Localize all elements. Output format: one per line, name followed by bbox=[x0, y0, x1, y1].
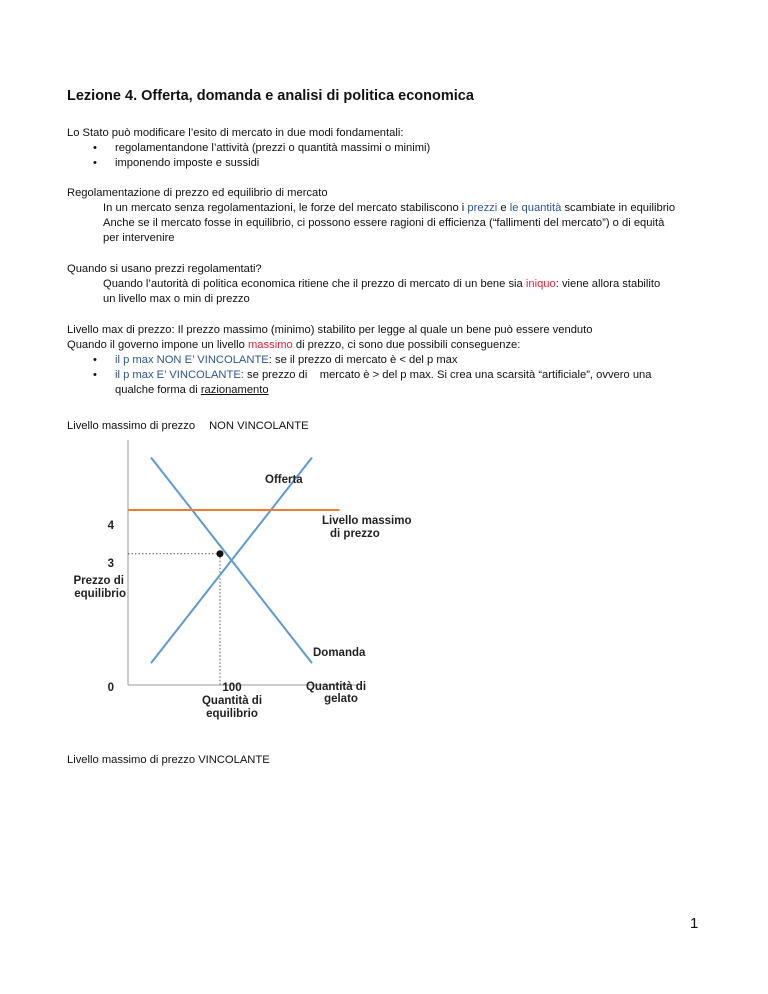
text-run: e bbox=[497, 202, 510, 214]
caption-run: Livello massimo di prezzo bbox=[67, 420, 196, 432]
eq-price-label: equilibrio bbox=[74, 588, 126, 600]
section1-line bbox=[103, 201, 723, 216]
bullet-dot: • bbox=[93, 369, 97, 381]
text-run: scambiate in equilibrio bbox=[561, 202, 676, 214]
page-number: 1 bbox=[690, 915, 699, 932]
y-tick-label: 3 bbox=[107, 558, 114, 570]
section2-heading: Quando si usano prezzi regolamentati? bbox=[67, 263, 262, 275]
text-run-underlined: razionamento bbox=[200, 384, 269, 396]
caption-run: NON VINCOLANTE bbox=[209, 420, 309, 432]
section1-heading: Regolamentazione di prezzo ed equilibrio di mercato bbox=[67, 187, 328, 199]
bullet-dot: • bbox=[93, 142, 97, 154]
chart-marks bbox=[128, 458, 340, 686]
text-run: qualche forma di bbox=[115, 384, 201, 396]
eq-price-label: Prezzo di bbox=[73, 575, 124, 587]
text-run: Quando l’autorità di politica economica ritiene che il prezzo di mercato di un bene sia bbox=[103, 278, 526, 290]
intro-bullet-text: regolamentandone l’attività (prezzi o quantità massimi o minimi) bbox=[115, 142, 431, 154]
eq-qty-label: equilibrio bbox=[206, 708, 258, 720]
text-run-blue: le quantità bbox=[509, 202, 562, 214]
y-tick-label: 4 bbox=[107, 520, 114, 532]
section3-line bbox=[67, 338, 520, 353]
price-ceiling-chart bbox=[60, 410, 412, 730]
section2-line: un livello max o min di prezzo bbox=[103, 293, 250, 305]
intro-text: Lo Stato può modificare l’esito di mercato in due modi fondamentali: bbox=[67, 127, 404, 139]
section1-line: Anche se il mercato fosse in equilibrio, ci possono essere ragioni di efficienza (“fallimenti del mercato”) o di equità bbox=[103, 217, 665, 229]
text-run-blue: il p max NON E’ VINCOLANTE bbox=[115, 354, 269, 366]
text-run-blue: prezzi bbox=[467, 202, 498, 214]
section3-bullet-text bbox=[115, 353, 705, 368]
section2-line bbox=[103, 277, 703, 292]
section3-line: Livello max di prezzo: Il prezzo massimo (minimo) stabilito per legge al quale un bene può essere venduto bbox=[67, 324, 593, 336]
intro-bullet-text: imponendo imposte e sussidi bbox=[115, 157, 260, 169]
text-run: In un mercato senza regolamentazioni, le forze del mercato stabiliscono i bbox=[103, 202, 468, 214]
section1-line: per intervenire bbox=[103, 232, 175, 244]
equilibrium-point bbox=[217, 550, 224, 557]
section3-bullet-continuation bbox=[115, 383, 715, 398]
x-axis-label: gelato bbox=[324, 693, 358, 705]
text-run-red: iniquo bbox=[525, 278, 556, 290]
text-run: Quando il governo impone un livello bbox=[67, 339, 248, 351]
text-run-blue: il p max E’ VINCOLANTE: bbox=[115, 369, 244, 381]
ceiling-label: di prezzo bbox=[330, 528, 380, 540]
text-run: : viene allora stabilito bbox=[555, 278, 661, 290]
supply-label: Offerta bbox=[265, 474, 303, 486]
text-run: : se il prezzo di mercato è < del p max bbox=[268, 354, 458, 366]
bullet-dot: • bbox=[93, 157, 97, 169]
x-tick-label: 0 bbox=[107, 682, 114, 694]
x-tick-label: 100 bbox=[222, 682, 242, 694]
text-run-red: massimo bbox=[247, 339, 293, 351]
section3-bullet-text bbox=[115, 368, 705, 383]
text-run: di prezzo, ci sono due possibili conseguenze: bbox=[292, 339, 521, 351]
page-title: Lezione 4. Offerta, domanda e analisi di politica economica bbox=[67, 88, 474, 104]
eq-qty-label: Quantità di bbox=[201, 695, 263, 707]
x-axis-label: Quantità di bbox=[305, 681, 367, 693]
bullet-dot: • bbox=[93, 354, 97, 366]
figure-caption-2: Livello massimo di prezzo VINCOLANTE bbox=[67, 754, 270, 766]
demand-label: Domanda bbox=[313, 647, 366, 659]
ceiling-label: Livello massimo bbox=[322, 515, 412, 527]
text-run: se prezzo di mercato è > del p max. Si crea una scarsità “artificiale”, ovvero una bbox=[243, 369, 652, 381]
